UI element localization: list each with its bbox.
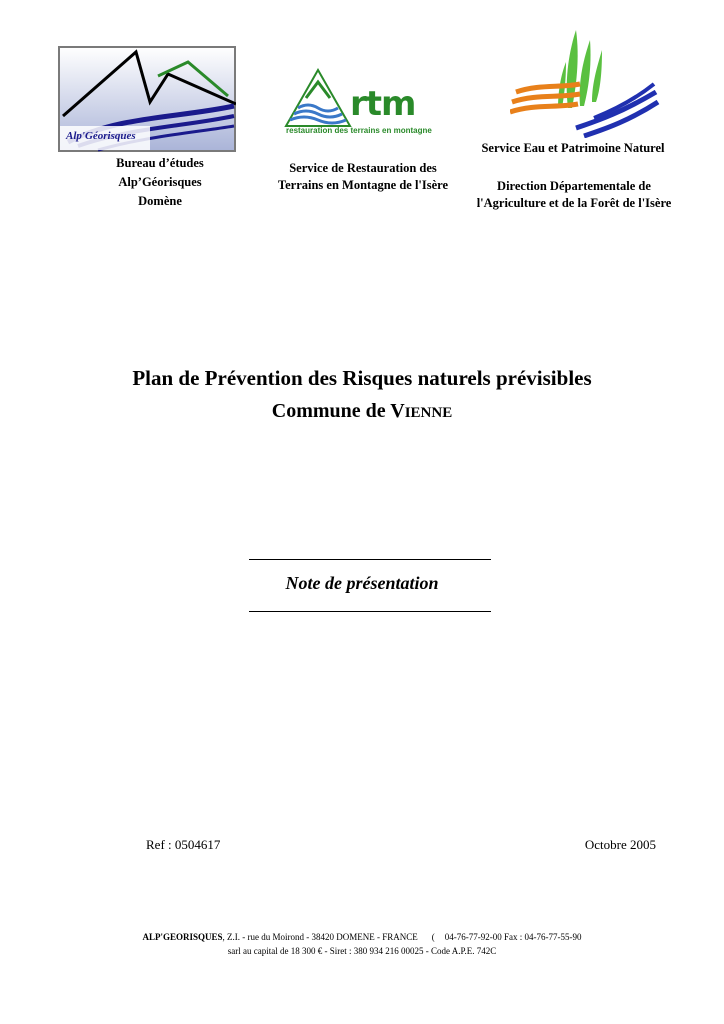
rtm-line-1: Service de Restauration des	[289, 161, 437, 175]
alp-line-1: Bureau d’études	[116, 156, 204, 170]
document-title: Plan de Prévention des Risques naturels prévisibles	[132, 366, 592, 390]
phone-icon: (	[431, 932, 435, 942]
eau-line-2: l'Agriculture et de la Forêt de l'Isère	[476, 196, 672, 210]
eau-line-1: Direction Départementale de	[497, 179, 651, 193]
divider-bottom	[249, 611, 491, 612]
footer-phone: 04-76-77-92-00 Fax : 04-76-77-55-90	[444, 932, 582, 942]
alp-organization	[60, 154, 260, 211]
footer-legal: sarl au capital de 18 300 € - Siret : 380 934 216 00025 - Code A.P.E. 742C	[227, 946, 497, 956]
eau-service-title: Service Eau et Patrimoine Naturel	[481, 141, 665, 155]
footer-address-text: , Z.I. - rue du Moirond - 38420 DOMENE - FRANCE	[222, 932, 418, 942]
footer-company: ALP'GEORISQUES	[142, 932, 223, 942]
document-subtitle: Note de présentation	[285, 573, 439, 593]
rtm-organization	[258, 160, 468, 194]
rtm-line-2: Terrains en Montagne de l'Isère	[277, 178, 449, 192]
document-date: Octobre 2005	[584, 837, 656, 852]
alp-line-3: Domène	[138, 194, 182, 208]
eau-organization	[462, 178, 686, 212]
footer-address	[0, 932, 724, 942]
alp-line-2: Alp’Géorisques	[118, 175, 202, 189]
commune-title	[0, 400, 724, 423]
rtm-logo-subtitle: restauration des terrains en montagne	[286, 126, 432, 135]
alp-logo-caption: Alp'Géorisques	[66, 130, 136, 142]
service-eau-logo	[510, 28, 660, 138]
rtm-wordmark: rtm	[350, 84, 416, 124]
commune-title-smallcaps: IENNE	[404, 405, 453, 421]
commune-title-prefix: Commune de V	[271, 400, 405, 422]
divider-top	[249, 559, 491, 560]
reference-number: Ref : 0504617	[146, 837, 221, 852]
